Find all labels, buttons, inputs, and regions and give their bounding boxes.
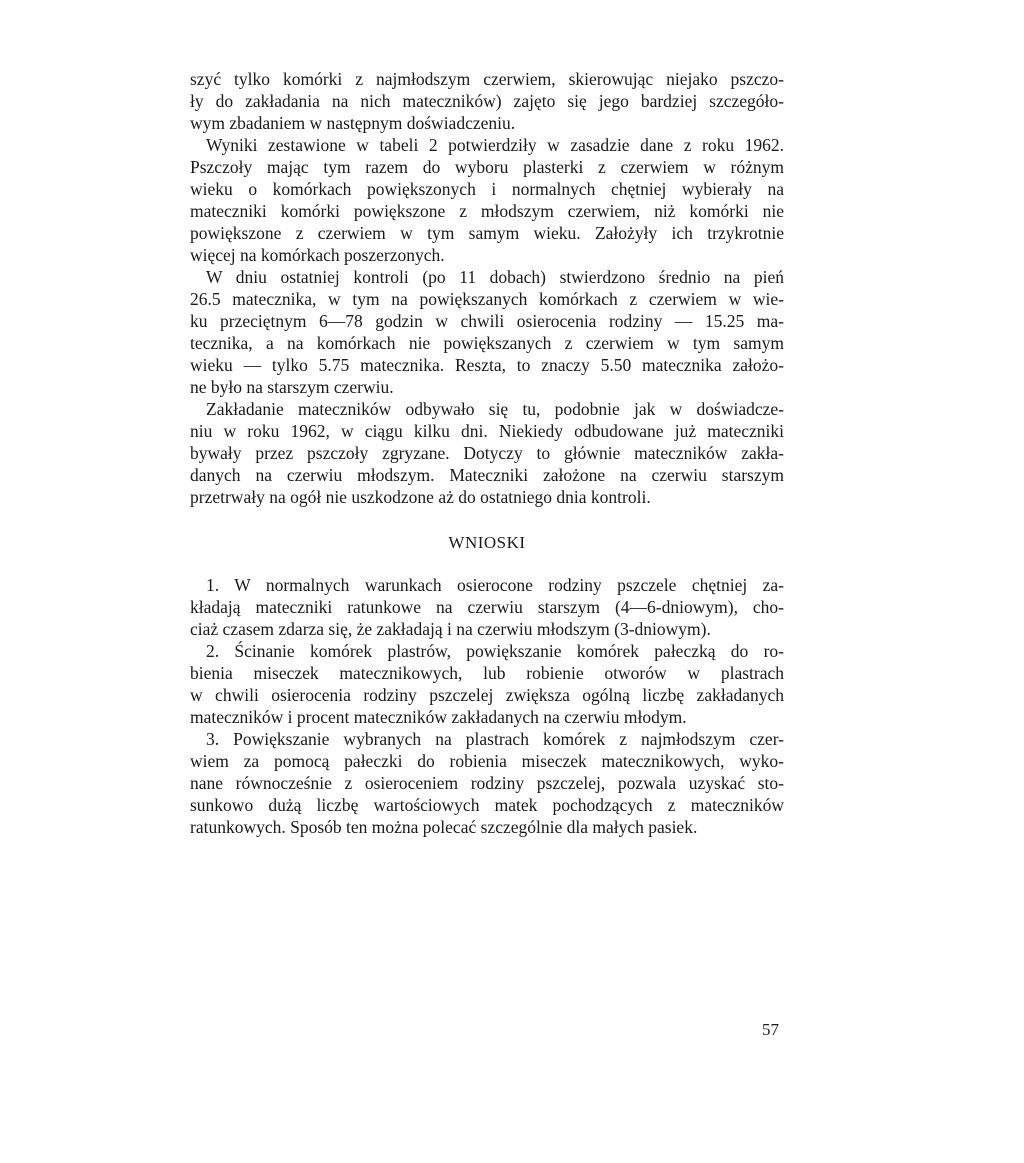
page-number: 57 [762,1020,779,1039]
paragraph [190,134,784,266]
text-line: ku przeciętnym 6—78 godzin w chwili osierocenia rodziny — 15.25 ma- [190,311,784,331]
text-line: ciaż czasem zdarza się, że zakładają i na czerwiu młodszym (3-dniowym). [190,619,711,639]
text-line: ły do zakładania na nich mateczników) zajęto się jego bardziej szczegóło- [190,91,784,111]
text-line: Zakładanie mateczników odbywało się tu, podobnie jak w doświadcze- [206,399,784,419]
text-line: Pszczoły mając tym razem do wyboru plasterki z czerwiem w różnym [190,157,784,177]
text-line: bienia miseczek matecznikowych, lub robienie otworów w plastrach [190,663,784,683]
text-line: 1. W normalnych warunkach osierocone rodziny pszczele chętniej za- [206,575,784,595]
text-line: 2. Ścinanie komórek plastrów, powiększanie komórek pałeczką do ro- [206,641,784,661]
paragraph [190,68,784,134]
list-item [190,574,784,640]
text-line: wym zbadaniem w następnym doświadczeniu. [190,113,516,133]
text-line: ne było na starszym czerwiu. [190,377,394,397]
text-line: mateczników i procent mateczników zakładanych na czerwiu młodym. [190,707,687,727]
text-line: ratunkowych. Sposób ten można polecać szczególnie dla małych pasiek. [190,817,698,837]
text-line: W dniu ostatniej kontroli (po 11 dobach) stwierdzono średnio na pień [206,267,784,287]
text-line: sunkowo dużą liczbę wartościowych matek pochodzących z mateczników [190,795,784,815]
text-line: niu w roku 1962, w ciągu kilku dni. Niekiedy odbudowane już mateczniki [190,421,784,441]
text-line: wiem za pomocą pałeczki do robienia miseczek matecznikowych, wyko- [190,751,784,771]
paragraph [190,398,784,508]
section-heading: WNIOSKI [448,533,526,552]
paragraph [190,266,784,398]
text-line: danych na czerwiu młodszym. Mateczniki założone na czerwiu starszym [190,465,784,485]
text-line: szyć tylko komórki z najmłodszym czerwiem, skierowując niejako pszczo- [190,69,784,89]
text-line: w chwili osierocenia rodziny pszczelej zwiększa ogólną liczbę zakładanych [190,685,784,705]
text-line: wieku — tylko 5.75 matecznika. Reszta, to znaczy 5.50 matecznika założo- [190,355,784,375]
text-line: wieku o komórkach powiększonych i normalnych chętniej wybierały na [190,179,784,199]
text-line: przetrwały na ogół nie uszkodzone aż do ostatniego dnia kontroli. [190,487,651,507]
body-text [190,68,784,508]
text-line: Wyniki zestawione w tabeli 2 potwierdziły w zasadzie dane z roku 1962. [206,135,784,155]
text-line: bywały przez pszczoły zgryzane. Dotyczy to głównie mateczników zakła- [190,443,784,463]
list-item [190,640,784,728]
text-line: tecznika, a na komórkach nie powiększanych z czerwiem w tym samym [190,333,784,353]
list-item [190,728,784,838]
text-line: więcej na komórkach poszerzonych. [190,245,445,265]
text-line: 3. Powiększanie wybranych na plastrach komórek z najmłodszym czer- [206,729,784,749]
text-line: 26.5 matecznika, w tym na powiększanych komórkach z czerwiem w wie- [190,289,784,309]
text-line: kładają mateczniki ratunkowe na czerwiu starszym (4—6-dniowym), cho- [190,597,784,617]
text-line: mateczniki komórki powiększone z młodszym czerwiem, niż komórki nie [190,201,784,221]
text-line: nane równocześnie z osieroceniem rodziny pszczelej, pozwala uzyskać sto- [190,773,784,793]
conclusions-list [190,574,784,838]
text-line: powiększone z czerwiem w tym samym wieku. Założyły ich trzykrotnie [190,223,784,243]
